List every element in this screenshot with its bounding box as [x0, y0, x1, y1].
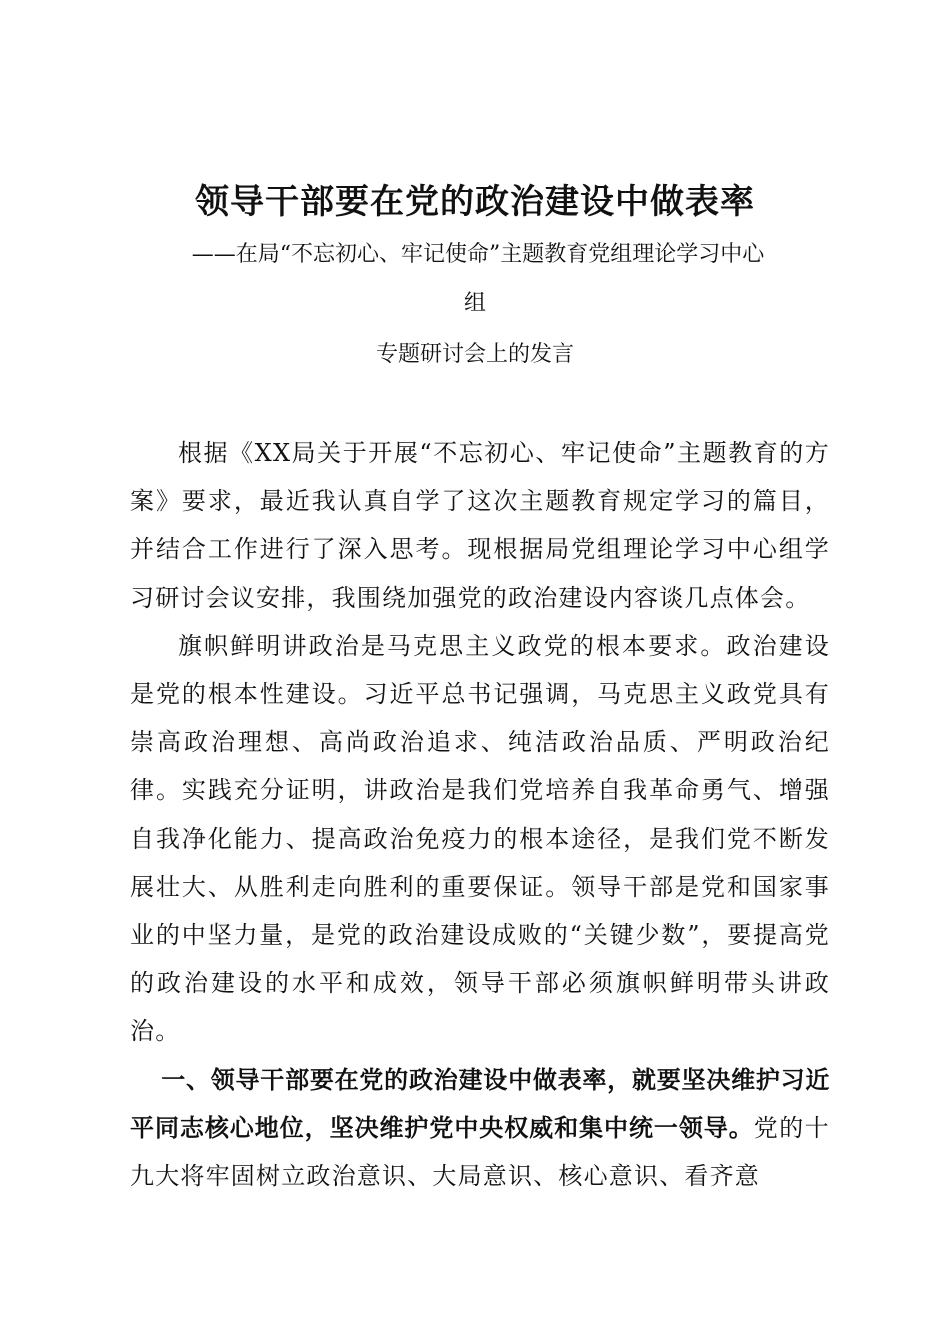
- section-1-body: 党的十九大将牢固树立政治意识、大局意识、核心意识、看齐意: [130, 1113, 830, 1191]
- subtitle-line-3: 专题研讨会上的发言: [375, 342, 574, 367]
- subtitle-line-1: ——在局“不忘初心、牢记使命”主题教育党组理论学习中心: [191, 242, 765, 267]
- section-1-heading: 一、领导干部要在党的政治建设中做表率，就要坚决维护习近平同志核心地位，坚决维护党中央权威和集中统一领导。: [130, 1065, 830, 1142]
- document-body: [130, 429, 830, 1200]
- section-1: [130, 1056, 830, 1201]
- document-title: 领导干部要在党的政治建设中做表率: [195, 182, 755, 222]
- paragraph-political-requirement: 旗帜鲜明讲政治是马克思主义政党的根本要求。政治建设是党的根本性建设。习近平总书记强调，马克思主义政党具有崇高政治理想、高尚政治追求、纯洁政治品质、严明政治纪律。实践充分证明，讲政治是我们党培养自我革命勇气、增强自我净化能力、提高政治免疫力的根本途径，是我们党不断发展壮大、从胜利走向胜利的重要保证。领导干部是党和国家事业的中坚力量，是党的政治建设成败的“关键少数”，要提高党的政治建设的水平和成效，领导干部必须旗帜鲜明带头讲政治。: [130, 631, 830, 1046]
- subtitle-line-2: 组: [463, 291, 486, 316]
- paragraph-intro: 根据《XX局关于开展“不忘初心、牢记使命”主题教育的方案》要求，最近我认真自学了这次主题教育规定学习的篇目，并结合工作进行了深入思考。现根据局党组理论学习中心组学习研讨会议安排，我围绕加强党的政治建设内容谈几点体会。: [130, 439, 830, 612]
